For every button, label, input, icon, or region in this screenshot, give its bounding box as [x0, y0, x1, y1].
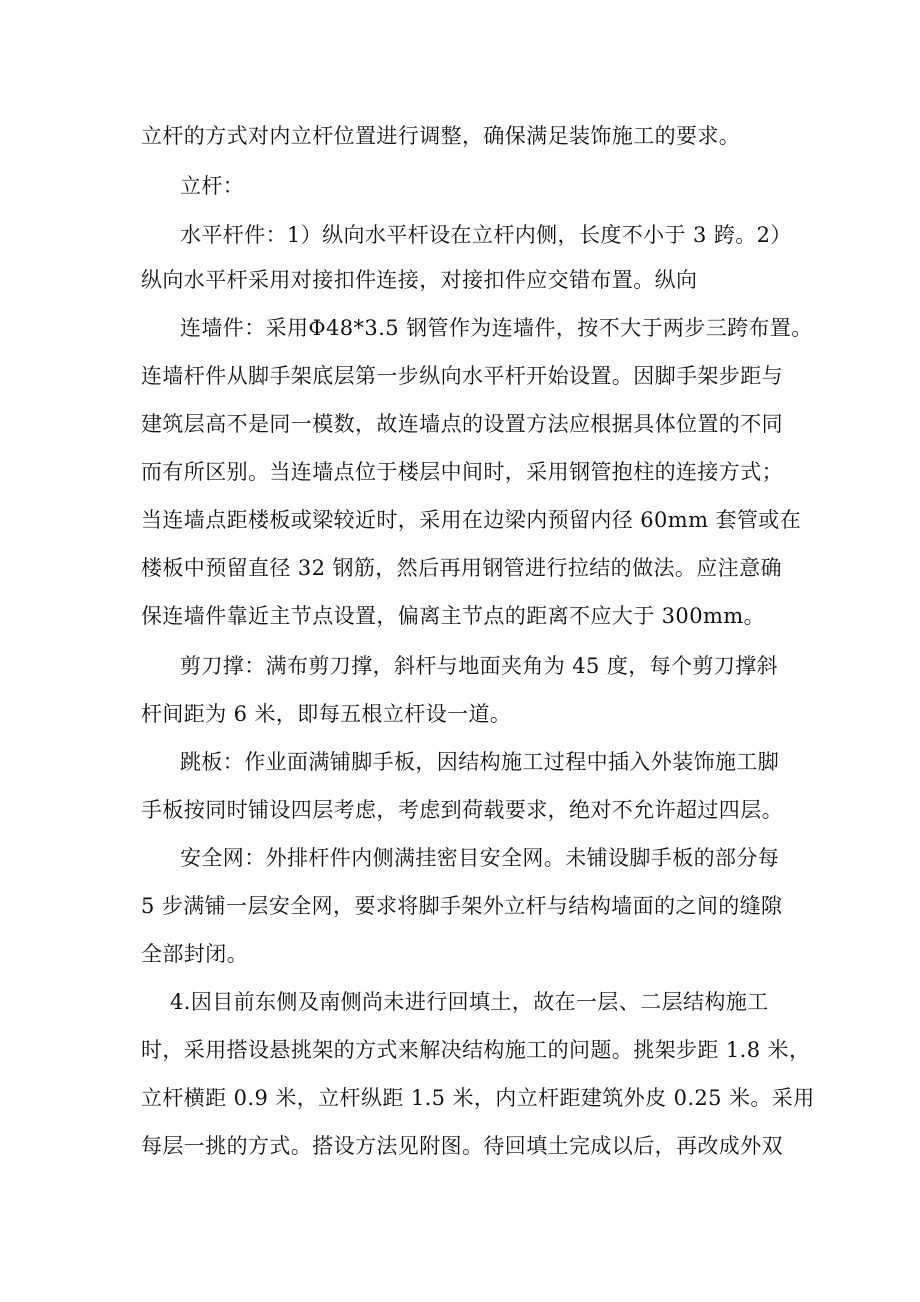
text-line: 立杆：	[180, 174, 245, 198]
text-line: 跳板：作业面满铺脚手板，因结构施工过程中插入外装饰施工脚	[180, 750, 780, 774]
text-line: 4.因目前东侧及南侧尚未进行回填土，故在一层、二层结构施工	[170, 990, 769, 1014]
text-line: 连墙件：采用Φ48*3.5 钢管作为连墙件，按不大于两步三跨布置。	[180, 316, 813, 340]
text-line: 立杆的方式对内立杆位置进行调整，确保满足装饰施工的要求。	[141, 124, 741, 148]
text-line: 连墙杆件从脚手架底层第一步纵向水平杆开始设置。因脚手架步距与	[141, 364, 783, 388]
text-line: 剪刀撑：满布剪刀撑，斜杆与地面夹角为 45 度，每个剪刀撑斜	[180, 654, 779, 678]
text-line: 时，采用搭设悬挑架的方式来解决结构施工的问题。挑架步距 1.8 米，	[141, 1038, 811, 1062]
text-line: 5 步满铺一层安全网，要求将脚手架外立杆与结构墙面的之间的缝隙	[141, 894, 783, 918]
text-line: 杆间距为 6 米，即每五根立杆设一道。	[141, 702, 512, 726]
text-line: 保连墙件靠近主节点设置，偏离主节点的距离不应大于 300mm。	[141, 604, 765, 628]
text-line: 手板按同时铺设四层考虑，考虑到荷载要求，绝对不允许超过四层。	[141, 798, 783, 822]
text-line: 楼板中预留直径 32 钢筋，然后再用钢管进行拉结的做法。应注意确	[141, 556, 782, 580]
text-line: 当连墙点距楼板或梁较近时，采用在边梁内预留内径 60mm 套管或在	[141, 508, 802, 532]
text-line: 立杆横距 0.9 米，立杆纵距 1.5 米，内立杆距建筑外皮 0.25 米。采用	[141, 1086, 815, 1110]
text-line: 建筑层高不是同一模数，故连墙点的设置方法应根据具体位置的不同	[141, 412, 783, 436]
text-line: 纵向水平杆采用对接扣件连接，对接扣件应交错布置。纵向	[141, 268, 698, 292]
text-line: 每层一挑的方式。搭设方法见附图。待回填土完成以后，再改成外双	[141, 1134, 783, 1158]
text-line: 安全网：外排杆件内侧满挂密目安全网。未铺设脚手板的部分每	[180, 846, 780, 870]
text-line: 而有所区别。当连墙点位于楼层中间时，采用钢管抱柱的连接方式；	[141, 460, 783, 484]
text-line: 全部封闭。	[141, 942, 248, 966]
text-line: 水平杆件：1）纵向水平杆设在立杆内侧，长度不小于 3 跨。2）	[180, 223, 792, 247]
